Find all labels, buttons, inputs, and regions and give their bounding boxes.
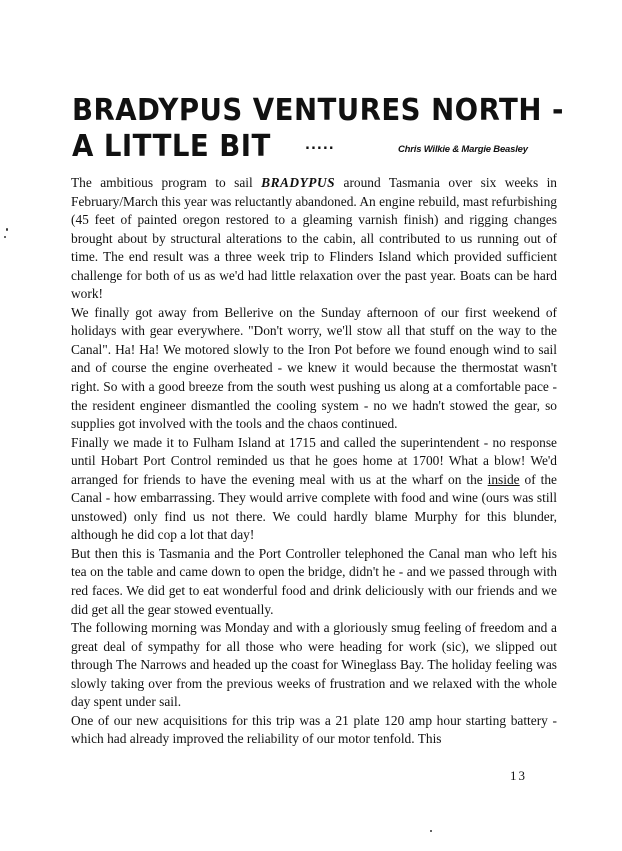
title-dots: ..... (305, 138, 335, 153)
article-title-line-2: A LITTLE BIT (72, 129, 271, 164)
scan-speck (430, 830, 432, 832)
paragraph-1-start: The ambitious program to sail (71, 175, 262, 190)
article-body (71, 174, 557, 749)
paragraph-3-rest: of the Canal - how embarrassing. They would arrive complete with food and wine (ours was still unstowed) only find us not there. We could hardly blame Murphy for this blunder, although he did cop a lot that day! (71, 471, 557, 543)
paragraph-5: The following morning was Monday and with a gloriously smug feeling of freedom and a great deal of sympathy for all those who were heading for work (sic), we slipped out through The Narrows and headed up the coast for Wineglass Bay. The holiday feeling was slowly taking over from the previous weeks of frustration and we relaxed with the whole day spent under sail. (71, 620, 557, 710)
scan-speck (6, 228, 8, 231)
paragraph-2: We finally got away from Bellerive on the Sunday afternoon of our first weekend of holidays with gear everywhere. "Don't worry, we'll stow all that stuff on the way to the Canal". Ha! Ha! We motored slowly to the Iron Pot before we found enough wind to sail and of course the engine overheated - we knew it would because the thermostat wasn't right. So with a good breeze from the south west pushing us along at a comfortable pace - the resident engineer dismantled the cooling system - no we hadn't stowed the gear, so supplies got involved with the tools and the chaos continued. (71, 304, 557, 432)
page-number: 13 (510, 768, 527, 783)
paragraph-4: But then this is Tasmania and the Port Controller telephoned the Canal man who left his tea on the table and came down to open the bridge, didn't he - and we passed through with red faces. We did get to eat wonderful food and drink deliciously with our friends and we did get all the gear stowed eventually. (71, 545, 557, 617)
paragraph-3 (71, 434, 557, 545)
author-byline: Chris Wilkie & Margie Beasley (398, 144, 528, 155)
paragraph-1 (71, 174, 557, 304)
underlined-word: inside (487, 471, 520, 487)
paragraph-1-rest: around Tasmania over six weeks in February/March this year was reluctantly abandoned. An engine rebuild, mast refurbishing (45 feet of painted oregon restored to a gleaming varnish finish) and rigging changes brought about by structural alterations to the cabin, all contributed to us running out of time. The end result was a three week trip to Flinders Island which provided sufficient challenge for both of us as we'd had little relaxation over the past year. Boats can be hard work! (71, 175, 557, 302)
scan-speck (4, 236, 6, 238)
paragraph-3-start: Finally we made it to Fulham Island at 1715 and called the superintendent - no response until Hobart Port Control reminded us that he goes home at 1700! What a blow! We'd arranged for friends to have the evening meal with us at the wharf on the (71, 434, 557, 487)
boat-name: BRADYPUS (261, 175, 336, 190)
article-title-line-1: BRADYPUS VENTURES NORTH - (72, 93, 564, 128)
paragraph-6: One of our new acquisitions for this trip was a 21 plate 120 amp hour starting battery - which had already improved the reliability of our motor tenfold. This (71, 712, 557, 747)
